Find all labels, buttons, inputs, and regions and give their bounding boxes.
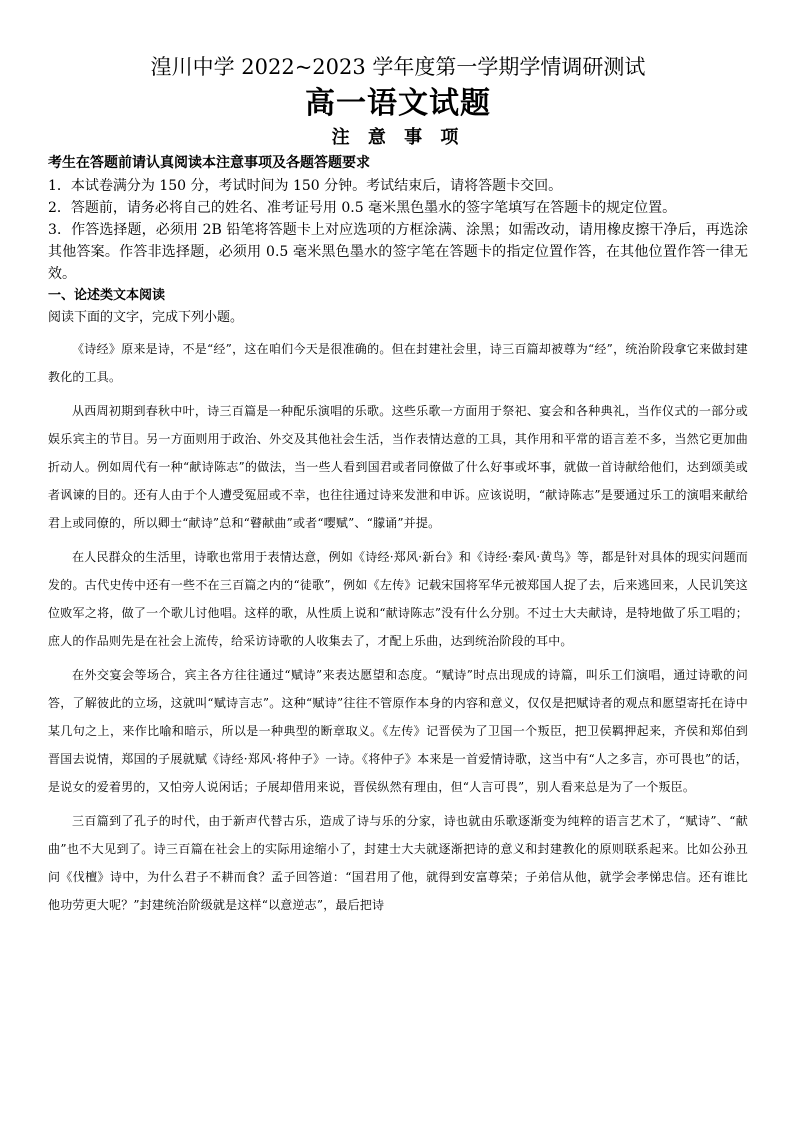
notice-block <box>48 152 748 285</box>
school-title: 湟川中学 2022~2023 学年度第一学期学情调研测试 <box>150 55 646 79</box>
notice-item-1: 1．本试卷满分为 150 分，考试时间为 150 分钟。考试结束后，请将答题卡交回。 <box>48 178 563 194</box>
notice-item-2: 2．答题前，请务必将自己的姓名、准考证号用 0.5 毫米黑色墨水的签字笔填写在答题卡的规定位置。 <box>48 200 677 216</box>
exam-page <box>48 52 748 925</box>
section-heading: 一、论述类文本阅读 <box>48 288 166 303</box>
section-instruction: 阅读下面的文字，完成下列小题。 <box>48 310 244 325</box>
passage-paragraph-1: 《诗经》原来是诗，不是“经”，这在咱们今天是很准确的。但在封建社会里，诗三百篇却被尊为“经”，统治阶段拿它来做封建教化的工具。 <box>48 342 748 384</box>
notice-lead: 考生在答题前请认真阅读本注意事项及各题答题要求 <box>48 155 370 171</box>
passage-paragraph-2: 从西周初期到春秋中叶，诗三百篇是一种配乐演唱的乐歌。这些乐歌一方面用于祭祀、宴会和各种典礼，当作仪式的一部分或娱乐宾主的节目。另一方面则用于政治、外交及其他社会生活，当作表情达意的工具，其作用和平常的语言差不多，当然它更加曲折动人。例如周代有一种“献诗陈志”的做法，当一些人看到国君或者同僚做了什么好事或坏事，就做一首诗献给他们，达到颂美或者讽谏的目的。还有人由于个人遭受冤屈或不幸，也往往通过诗来发泄和申诉。应该说明，“献诗陈志”是要通过乐工的演唱来献给君上或同僚的，所以卿士“献诗”总和“瞽献曲”或者“嘤赋”、“朦诵”并提。 <box>48 404 748 530</box>
passage-paragraph-4: 在外交宴会等场合，宾主各方往往通过“赋诗”来表达愿望和态度。“赋诗”时点出现成的诗篇，叫乐工们演唱，通过诗歌的问答，了解彼此的立场，这就叫“赋诗言志”。这种“赋诗”往往不管原作本身的内容和意义，仅仅是把赋诗者的观点和愿望寄托在诗中某几句之上，来作比喻和暗示，所以是一种典型的断章取义。《左传》记晋侯为了卫国一个叛臣，把卫侯羁押起来，齐侯和郑伯到晋国去说情，郑国的子展就赋《诗经·郑风·将仲子》一诗。《将仲子》本来是一首爱情诗歌，这当中有“人之多言，亦可畏也”的话，是说女的爱着男的，又怕旁人说闲话；子展却借用来说，晋侯纵然有理由，但“人言可畏”，别人看来总是为了一个叛臣。 <box>48 668 748 794</box>
notice-title: 注 意 事 项 <box>331 127 465 148</box>
exam-title: 高一语文试题 <box>305 86 491 121</box>
passage-paragraph-5: 三百篇到了孔子的时代，由于新声代替古乐，造成了诗与乐的分家，诗也就由乐歌逐渐变为纯粹的语言艺术了，“赋诗”、“献曲”也不大见到了。诗三百篇在社会上的实际用途缩小了，封建士大夫就逐渐把诗的意义和封建教化的原则联系起来。比如公孙丑问《伐檀》诗中，为什么君子不耕而食？孟子回答道：“国君用了他，就得到安富尊荣；子弟信从他，就学会孝悌忠信。还有谁比他功劳更大呢？”封建统治阶级就是这样“以意逆志”，最后把诗 <box>48 814 748 912</box>
reading-section <box>48 285 748 919</box>
notice-item-3: 3．作答选择题，必须用 2B 铅笔将答题卡上对应选项的方框涂满、涂黑；如需改动，请用橡皮擦干净后，再选涂其他答案。作答非选择题，必须用 0.5 毫米黑色墨水的签字笔在答题卡的指定位置作答，在其他位置作答一律无效。 <box>48 222 748 282</box>
passage-paragraph-3: 在人民群众的生活里，诗歌也常用于表情达意，例如《诗经·郑风·新台》和《诗经·秦风·黄鸟》等，都是针对具体的现实问题而发的。古代史传中还有一些不在三百篇之内的“徒歌”，例如《左传》记载宋国将军华元被郑国人捉了去，后来逃回来，人民讥笑这位败军之将，做了一个歌儿讨他唱。这样的歌，从性质上说和“献诗陈志”没有什么分别。不过士大夫献诗，是特地做了乐工唱的；庶人的作品则先是在社会上流传，给采访诗歌的人收集去了，才配上乐曲，达到统治阶段的耳中。 <box>48 550 748 648</box>
